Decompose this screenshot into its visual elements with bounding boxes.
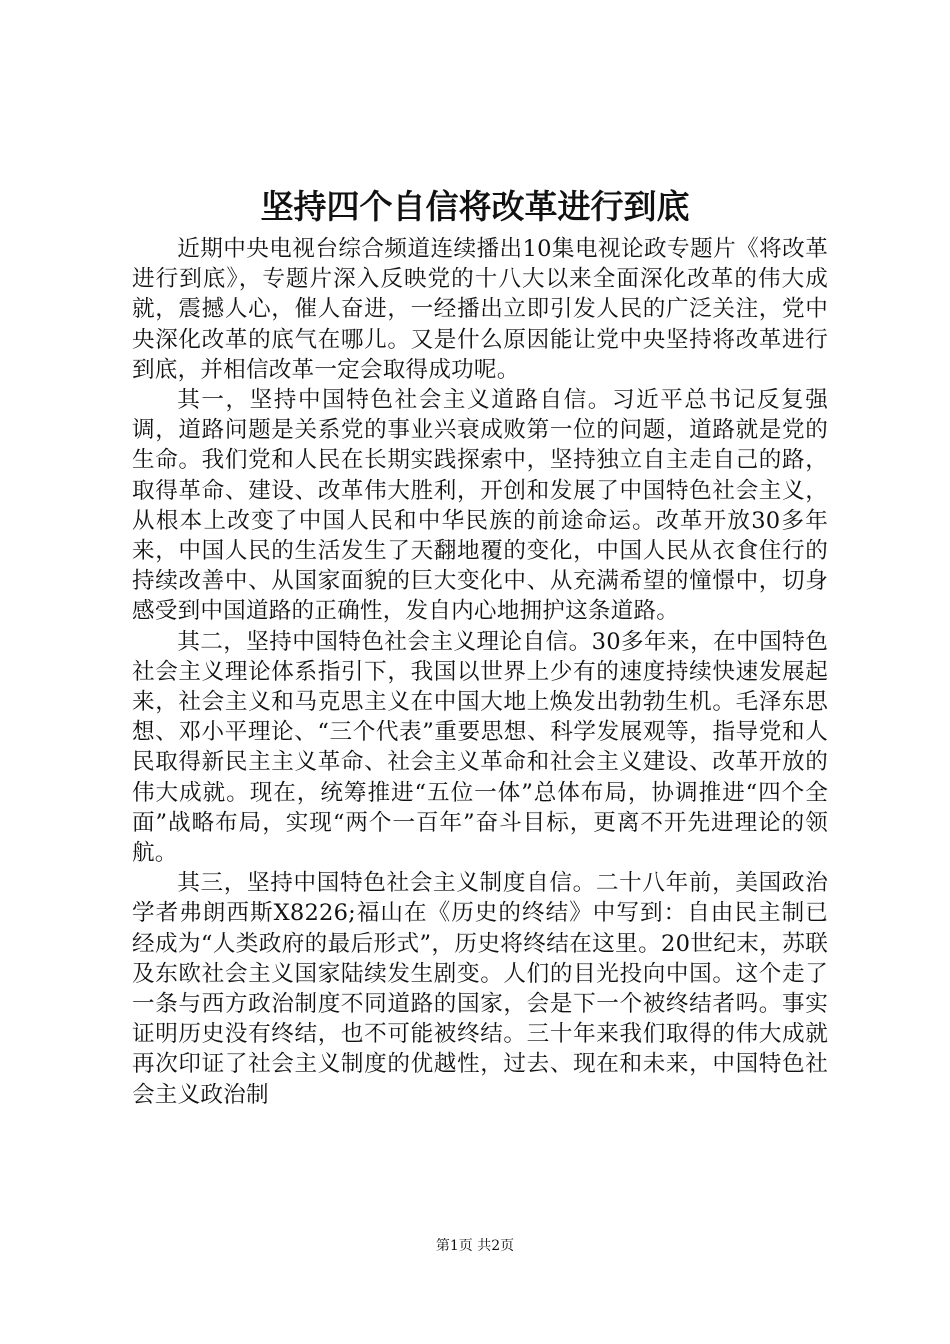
paragraph-system-confidence: 其三，坚持中国特色社会主义制度自信。二十八年前，美国政治学者弗朗西斯X8226;福山在《历史的终结》中写到：自由民主制已经成为“人类政府的最后形式”，历史将终结在这里。20世纪末，苏联及东欧社会主义国家陆续发生剧变。人们的目光投向中国。这个走了一条与西方政治制度不同道路的国家，会是下一个被终结者吗。事实证明历史没有终结，也不可能被终结。三十年来我们取得的伟大成就再次印证了社会主义制度的优越性，过去、现在和未来，中国特色社会主义政治制 (132, 870, 828, 1108)
document-body (132, 234, 828, 1110)
paragraph-road-confidence: 其一，坚持中国特色社会主义道路自信。习近平总书记反复强调，道路问题是关系党的事业兴衰成败第一位的问题，道路就是党的生命。我们党和人民在长期实践探索中，坚持独立自主走自己的路，取得革命、建设、改革伟大胜利，开创和发展了中国特色社会主义，从根本上改变了中国人民和中华民族的前途命运。改革开放30多年来，中国人民的生活发生了天翻地覆的变化，中国人民从衣食住行的持续改善中、从国家面貌的巨大变化中、从充满希望的憧憬中，切身感受到中国道路的正确性，发自内心地拥护这条道路。 (132, 387, 828, 625)
paragraph-intro: 近期中央电视台综合频道连续播出10集电视论政专题片《将改革进行到底》，专题片深入反映党的十八大以来全面深化改革的伟大成就，震撼人心，催人奋进，一经播出立即引发人民的广泛关注，党中央深化改革的底气在哪儿。又是什么原因能让党中央坚持将改革进行到底，并相信改革一定会取得成功呢。 (132, 236, 828, 383)
paragraph-theory-confidence: 其二，坚持中国特色社会主义理论自信。30多年来，在中国特色社会主义理论体系指引下，我国以世界上少有的速度持续快速发展起来，社会主义和马克思主义在中国大地上焕发出勃勃生机。毛泽东思想、邓小平理论、“三个代表”重要思想、科学发展观等，指导党和人民取得新民主主义革命、社会主义革命和社会主义建设、改革开放的伟大成就。现在，统筹推进“五位一体”总体布局，协调推进“四个全面”战略布局，实现“两个一百年”奋斗目标，更离不开先进理论的领航。 (132, 628, 828, 867)
document-title: 坚持四个自信将改革进行到底 (260, 187, 690, 226)
page-footer: 第1页 共2页 (435, 1238, 515, 1254)
